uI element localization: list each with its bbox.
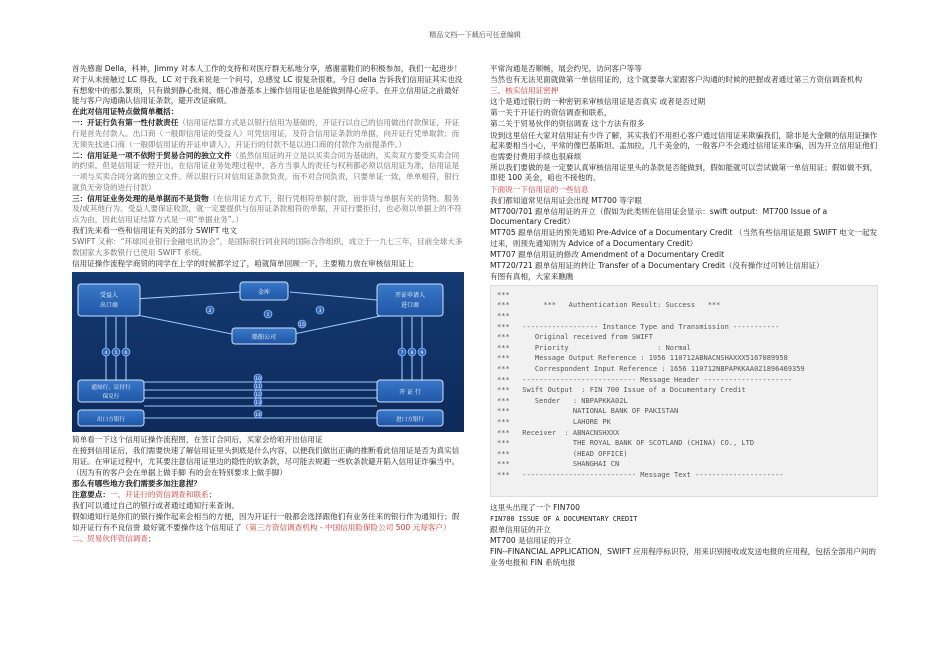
flow-summary: 简单看一下这个信用证操作流程图，在签订合同后，买家会给咱开出信用证 [72, 435, 323, 445]
fraud-note: 说到这里信任大家对信用证有少许了解，其实我们不用担心客户通过信用证来欺骗我们，除非是大金额的信用证操作起来要相当小心，平常的像巴基斯坦、孟加拉，几千美金的，一般客户不会通过信用证来诈骗，因为开立信用证他们也需要付费用手续也很麻烦 [490, 130, 878, 161]
summary-2: 第二关于贸易伙伴的资信调查 这个方法有很多 [490, 119, 645, 129]
step-number: 12 [255, 393, 261, 399]
point-2 [72, 534, 464, 545]
step-number: 8 [410, 351, 414, 357]
applicant-label-2: 进口商 [400, 302, 420, 310]
swift-line: *** Message Output Reference : 1956 110712ABNACNSHAXXX5167089958 [497, 354, 788, 363]
advising-bank-label-1: 通知行、议付行 [91, 385, 131, 392]
see-picture-note: 有图有真相，大家来瞧瞧 [490, 272, 574, 282]
point-1-detail: 我们可以通过自己的银行或者通过通知行来查询。 [72, 500, 240, 510]
mt700-item: MT700/701 跟单信用证的开立（假如为此类则在信用证会显示：swift output：MT700 Issue of a Documentary Credit） [490, 206, 828, 227]
swift-line: *** [497, 290, 510, 299]
feature-2-body: （虽然信用证的开立是以买卖合同为基础的，买卖双方要受买卖合同的约束，但是信用证一经开出，在信用证业务处理过程中，各方当事人的责任与权利都必须以信用证为准，信用证是一项与买卖合同分离的独立文件。所以银行只对信用证条款负责，而不对合同负责，只要单证一致，单单相符，银行就负无旁贷的进行付款） [72, 150, 460, 192]
swift-line: *** Receiver : ABNACNSHXXX [497, 428, 620, 437]
applicant-box [377, 284, 443, 316]
swift-definition: SWIFT 又称：“环球同业银行金融电讯协会”，是国际银行同业间的国际合作组织，成立于一九七三年，目前全球大多数国家大多数银行已使用 SWIFT 系统。 [72, 237, 463, 257]
swift-line: *** THE ROYAL BANK OF SCOTLAND (CHINA) CO., LTD [497, 439, 755, 448]
review-advice: 所以我们要做的是一定要认真审核信用证里头的条款是否能做到，假如能就可以尝试做第一单信用证；假如做不到，即使 100 美金，咱也不接他的。 [490, 162, 878, 183]
issuing-bank-label: 开 证 行 [399, 389, 421, 397]
fin700-note: 这里头出现了一个 FIN700 [490, 502, 580, 512]
bank-top-label: 金库 [257, 289, 271, 297]
step-number: 3 [318, 309, 322, 315]
right-column [490, 64, 878, 569]
swift-line: *** LAHORE PK [497, 418, 611, 426]
step-number: 9 [420, 351, 424, 357]
mt700-meaning: MT700 是信用证的开立 [490, 536, 572, 546]
applicant-label-1: 开证申请人 [394, 292, 426, 300]
point-2-title: 二、贸易伙伴资信调查 [72, 533, 148, 543]
swift-line: *** Priority : Normal [497, 343, 691, 352]
attention-question: 那么有哪些地方我们需要多加注意捏？ [72, 478, 202, 488]
step-number: 2 [208, 309, 212, 315]
lc-intro-paragraph: 对于从未接触过 LC 得我，LC 对于我来说是一个问号，总感觉 LC 很复杂很难，今日 della 告诉我们信用证其实也没有想象中的那么繁琐，只有做到静心批阅、细心准备基本上操作信用证也是能做到得心应手。在开立信用证之前最好能与客户沟通确认信用证条款，避开改证麻烦。 [72, 75, 463, 106]
step-number: 14 [255, 413, 261, 419]
point-3-detail: 这个是通过银行的一种密钥来审核信用证是否真实 或者是否过期 [490, 97, 706, 107]
feature-3-title: 三：信用证业务处理的是单据而不是货物 [72, 193, 209, 203]
point-label: 注意要点： [72, 489, 110, 499]
swift-line: *** ------------------ Instance Type and Transmission ----------- [497, 322, 780, 331]
step-number: 5 [114, 351, 118, 357]
step-number: 13 [255, 401, 261, 407]
point-3-title: 三、核实信用证密押 [490, 86, 559, 96]
fin-definition: FIN--FINANCIAL APPLICATION，SWIFT 应用程序标识符，用来识别接收或发送电报的应用程，包括全部用户间的业务电报和 FIN 系统电报 [490, 547, 877, 567]
swift-line: *** Original received from SWIFT [497, 333, 653, 342]
feature-1-body: （信用证结算方式是以银行信用为基础的，开证行以自己的信用做出付款保证，开证行是首先付款人。出口商（一般即信用证的受益人）可凭信用证，及符合信用证条款的单据，向开证行凭单取款；而无须先找进口商（一般即信用证的开证申请人）。开证行的付款不是以进口商的付款作为前提条件。） [72, 118, 460, 149]
lc-info-heading: 下面说一下信用证的一些信息 [490, 184, 589, 194]
feature-3-body: （在信用证方式下，银行凭相符单据付款，而非货与单据有关的货物。服务及/或其他行为。受益人要保证收款，就一定要提供与信用证条款相符的单据，开证行要拒付，也必须以单据上的不符点为由，因此信用证结算方式是一项“单据业务”。） [72, 193, 462, 224]
swift-line: *** *** Authentication Result: Success *** [497, 301, 721, 310]
step-number: 4 [104, 351, 108, 357]
swift-message-screenshot [490, 285, 878, 497]
swift-line: *** [497, 312, 510, 321]
partner-communication: 平常沟通是否顺畅，展会约见，访问客户等等 [490, 64, 642, 73]
lc-flow-diagram [72, 272, 464, 432]
mt700-intro: 我们都知道常见信用证会出现 MT700 等字眼 [490, 195, 643, 205]
step-number: 15 [299, 323, 305, 329]
swift-line: *** --------------------------- Message Text --------------------- [497, 470, 784, 479]
mt720-item: MT720/721 跟单信用证的转让 Transfer of a Documentary Credit（没有操作过可转让信用证） [490, 261, 824, 271]
flow-intro: 信用证操作流程学商贸的同学在上学的时候都学过了，咱就简单回顾一下，主要精力放在审核信用证上 [72, 258, 414, 268]
first-lc-note: 当然也有无法见面就做第一单信用证的，这个就要靠大家跟客户沟通的时候的把握或者通过第三方资信调查机构 [490, 75, 863, 85]
feature-1 [72, 118, 464, 150]
swift-line: *** Sender : NBPAPKKA02L [497, 396, 628, 405]
advising-bank-label-2: 保兑行 [102, 394, 120, 401]
point-1 [72, 490, 464, 501]
swift-intro: 我们先来看一些和信用证有关的部分 SWIFT 电文 [72, 225, 237, 235]
feature-2 [72, 151, 464, 193]
exporter-bank-label: 出口方银行 [97, 417, 125, 424]
left-column [72, 64, 464, 545]
page-header: 精品文档---下载后可任意编辑 [429, 31, 521, 39]
shipping-label: 船舶公司 [251, 334, 277, 342]
step-number: 7 [400, 351, 404, 357]
feature-2-title: 二：信用证是一项不依附于贸易合同的独立文件 [72, 150, 232, 160]
third-party-credit-note: （第三方资信调查机构 - 中国信用险保险公司 500 元每客户） [241, 522, 451, 532]
point-1-title: 一、开证行的资信调查和联系 [109, 489, 209, 499]
swift-line: *** Swift Output : FIN 700 Issue of a Documentary Credit [497, 386, 746, 395]
step-number: 6 [124, 351, 128, 357]
summary-1: 第一关于开证行的资信调查和联系， [490, 108, 612, 118]
importer-bank-label: 进口方银行 [396, 417, 424, 424]
step-number: 10 [255, 377, 261, 383]
point-1-advice-text: 假如通知行是你们的银行操作起来会相当的方便，因为开证行一般都会选择跟他们有业务往来的银行作为通知行；假如开证行有不良信誉 最好就不要操作这个信用证了 [72, 511, 460, 532]
mt707-item: MT707 跟单信用证的修改 Amendment of a Documentary Credit [490, 250, 725, 260]
beneficiary-label-1: 受益人 [99, 292, 119, 300]
swift-line: *** Correspondent Input Reference : 1656 110712NBPAPKKAA021896469359 [497, 365, 805, 374]
fin700-title: FIN700 ISSUE OF A DOCUMENTARY CREDIT [490, 514, 638, 523]
swift-line: *** (HEAD OFFICE) [497, 449, 628, 458]
point-1-advice [72, 512, 464, 533]
features-heading: 在此对信用证特点做简单概括： [72, 107, 179, 117]
fin700-meaning: 跟单信用证的开立 [490, 525, 551, 535]
beneficiary-label-2: 出口商 [99, 302, 119, 310]
feature-3 [72, 194, 464, 226]
point-2-end: ； [147, 533, 156, 543]
swift-line: *** SHANGHAI CN [497, 460, 620, 469]
swift-line: *** --------------------------- Message Header --------------------- [497, 375, 793, 384]
review-paragraph: 在接到信用证后，我们需要快速了解信用证里头到底是什么内容，以便我们做出正确的推断看此信用证是否为真实信用证。在审证过程中，尤其要注意信用证里边的隐性的软条款，尽可能去规避一些软条款避开陷入信用证诈骗当中。（因为有的客户会在单据上做手脚 有的会在特别要求上做手脚） [72, 446, 460, 477]
mt705-item: MT705 跟单信用证的预先通知 Pre-Advice of a Documentary Credit （当然有些信用证是跟 SWIFT 电文一起发过来，则预先通知则为 Advice of a Documentary Credit） [490, 228, 878, 248]
intro-paragraph: 首先感谢 Della，科神，Jimmy 对本人工作的支持和对医疗群无私地分享，感谢童鞋们的积极参加，我们一起进步！ [72, 64, 462, 73]
beneficiary-box [78, 284, 140, 316]
point-1-end: ； [208, 489, 217, 499]
step-number: 11 [255, 385, 261, 391]
feature-1-title: 一：开证行负有第一性付款责任 [72, 118, 179, 128]
swift-line: *** NATIONAL BANK OF PAKISTAN [497, 407, 679, 416]
step-number: 1 [266, 313, 270, 319]
